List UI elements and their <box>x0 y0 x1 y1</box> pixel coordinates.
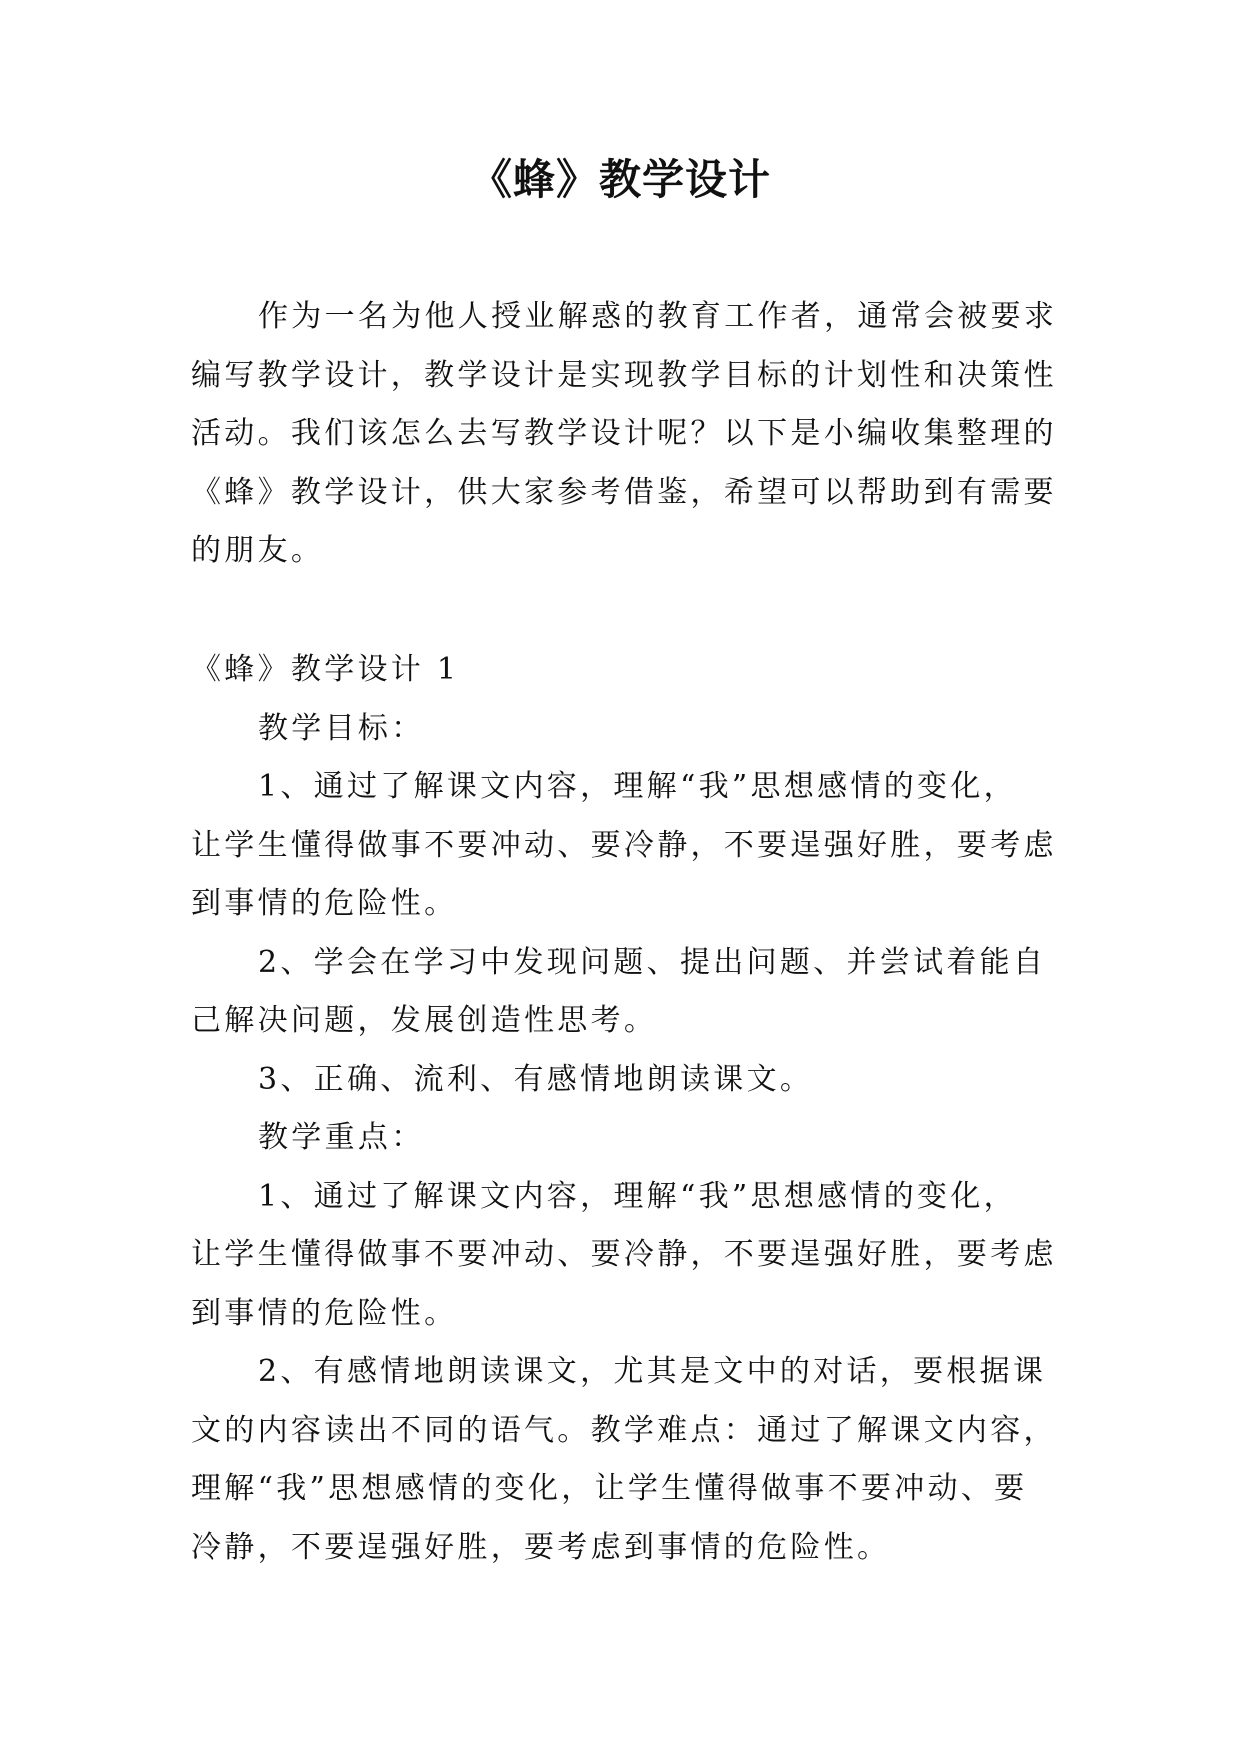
section-title: 《蜂》教学设计 1 <box>191 652 460 687</box>
paragraph-line: 3、正确、流利、有感情地朗读课文。 <box>258 1061 814 1097</box>
paragraph-line: 2、学会在学习中发现问题、提出问题、并尝试着能自 <box>258 944 1047 980</box>
objective-item <box>191 934 1071 1051</box>
paragraph-line: 的朋友。 <box>191 533 325 568</box>
intro-paragraph <box>191 288 1071 581</box>
objectives-section <box>191 700 1071 1110</box>
paragraph-line: 文的内容读出不同的语气。教学难点：通过了解课文内容， <box>191 1412 1057 1448</box>
document-title: 《蜂》教学设计 <box>469 155 771 204</box>
paragraph-line: 1、通过了解课文内容，理解“我”思想感情的变化， <box>258 1178 1017 1214</box>
paragraph-line: 让学生懂得做事不要冲动、要冷静，不要逞强好胜，要考虑 <box>191 1237 1057 1272</box>
paragraph-line: 活动。我们该怎么去写教学设计呢？以下是小编收集整理的 <box>191 416 1057 451</box>
objectives-heading: 教学目标： <box>258 710 425 746</box>
paragraph-line: 作为一名为他人授业解惑的教育工作者，通常会被要求 <box>258 299 1058 334</box>
paragraph-line: 《蜂》教学设计，供大家参考借鉴，希望可以帮助到有需要 <box>191 474 1057 510</box>
blank-spacer <box>191 581 1071 642</box>
paragraph-line: 理解“我”思想感情的变化，让学生懂得做事不要冲动、要 <box>191 1471 1028 1506</box>
key-point-item <box>191 1343 1071 1577</box>
paragraph-line: 让学生懂得做事不要冲动、要冷静，不要逞强好胜，要考虑 <box>191 827 1057 863</box>
objective-item <box>191 758 1071 934</box>
paragraph-line: 1、通过了解课文内容，理解“我”思想感情的变化， <box>258 769 1017 804</box>
key-points-section <box>191 1109 1071 1577</box>
paragraph-line: 到事情的危险性。 <box>191 1295 458 1331</box>
paragraph-line: 冷静，不要逞强好胜，要考虑到事情的危险性。 <box>191 1529 891 1565</box>
objective-item <box>191 1051 1071 1110</box>
key-point-item <box>191 1168 1071 1344</box>
paragraph-line: 己解决问题，发展创造性思考。 <box>191 1003 658 1038</box>
paragraph-line: 到事情的危险性。 <box>191 886 458 921</box>
key-points-heading: 教学重点： <box>258 1120 425 1155</box>
document-body <box>191 288 1071 1577</box>
paragraph-line: 2、有感情地朗读课文，尤其是文中的对话，要根据课 <box>258 1354 1047 1389</box>
paragraph-line: 编写教学设计，教学设计是实现教学目标的计划性和决策性 <box>191 357 1057 393</box>
